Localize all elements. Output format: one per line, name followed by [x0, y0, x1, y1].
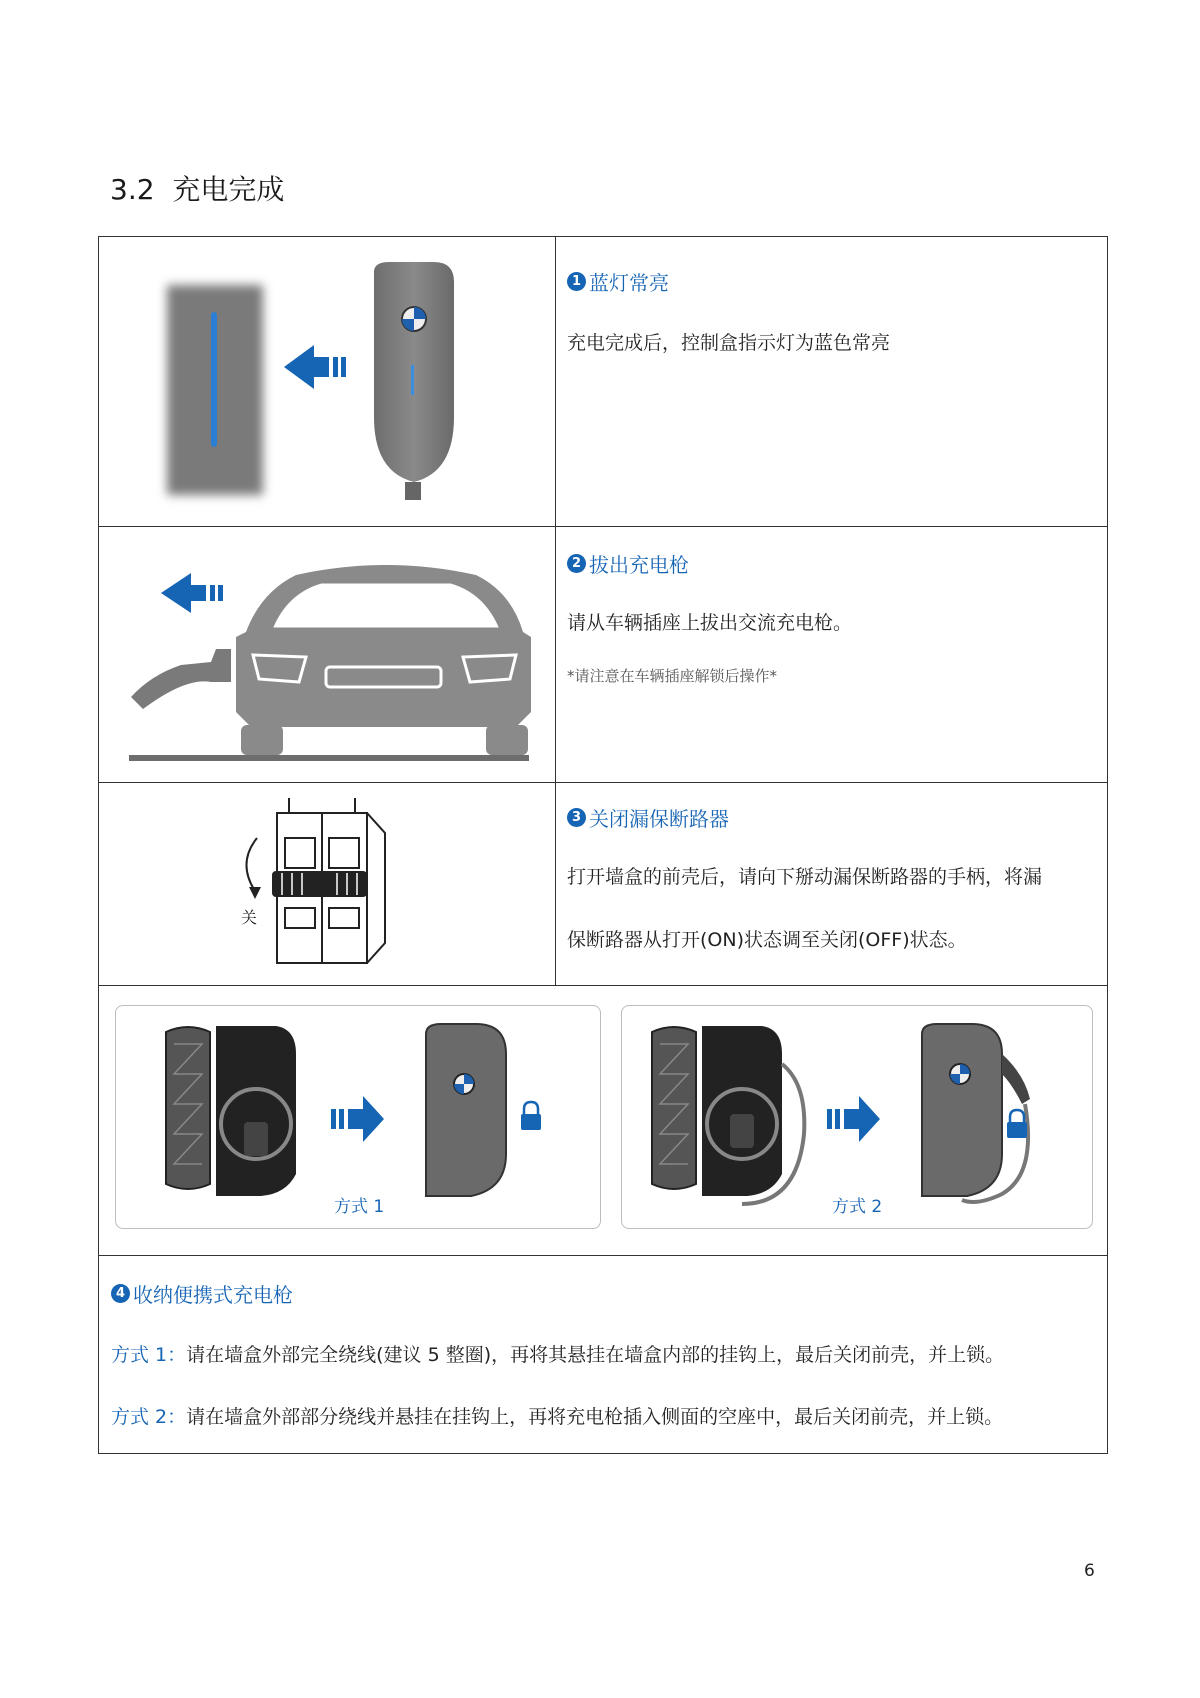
- step-4-title-label: 收纳便携式充电枪: [133, 1283, 293, 1307]
- wallbox-interior: [216, 1026, 296, 1196]
- step-4-title: [111, 1279, 293, 1308]
- step-2-title-label: 拔出充电枪: [589, 553, 689, 577]
- step-3-number: 3: [567, 808, 586, 827]
- method-2-description: [111, 1402, 1003, 1429]
- method-1-prefix: 方式 1：: [111, 1344, 187, 1366]
- arrow-right-icon: [827, 1096, 880, 1142]
- step-4-number: 4: [111, 1284, 130, 1303]
- step-3-title: [567, 803, 1099, 832]
- cable-icon: [405, 482, 421, 500]
- breaker-handle: [272, 871, 367, 897]
- lock-icon: [1007, 1110, 1027, 1138]
- wallbox-interior: [702, 1026, 782, 1196]
- method-2-label: 方式 2: [832, 1197, 883, 1217]
- page-number: 6: [1084, 1561, 1095, 1581]
- section-title: [110, 168, 284, 208]
- blue-led-strip-zoomed: [211, 312, 217, 447]
- step-3-title-label: 关闭漏保断路器: [589, 807, 729, 831]
- row-divider: [99, 1255, 1107, 1256]
- method-2-text: 请在墙盒外部部分绕线并悬挂在挂钩上，再将充电枪插入侧面的空座中，最后关闭前壳，并上锁。: [186, 1406, 1004, 1428]
- control-box-blue-light-illustration: [149, 257, 509, 522]
- row-divider: [99, 782, 1107, 783]
- rotate-down-arrow-icon: [246, 838, 257, 891]
- step-1-title-label: 蓝灯常亮: [589, 271, 669, 295]
- arrow-left-icon: [284, 345, 346, 389]
- method-1-text: 请在墙盒外部完全绕线(建议 5 整圈)，再将其悬挂在墙盒内部的挂钩上，最后关闭前壳，并上锁。: [186, 1344, 1005, 1366]
- step-3-text-line-2: 保断路器从打开(ON)状态调至关闭(OFF)状态。: [567, 929, 967, 951]
- car-windshield: [271, 582, 501, 629]
- method-1-description: [111, 1340, 1004, 1367]
- circuit-breaker-illustration: [227, 793, 417, 978]
- row-divider: [99, 985, 1107, 986]
- blue-led-strip: [411, 365, 414, 395]
- step-2-note: *请注意在车辆插座解锁后操作*: [567, 667, 778, 685]
- method-2-prefix: 方式 2：: [111, 1406, 187, 1428]
- side-gun: [1002, 1054, 1030, 1104]
- row-divider: [99, 526, 1107, 527]
- step-2-number: 2: [567, 554, 586, 573]
- charging-gun: [131, 649, 231, 709]
- method-2-panel: [621, 1005, 1093, 1229]
- arrow-right-icon: [331, 1096, 384, 1142]
- method-1-panel: [115, 1005, 601, 1229]
- switch-off-label: 关: [241, 908, 258, 927]
- step-2-text: 请从车辆插座上拔出交流充电枪。: [567, 612, 853, 634]
- closed-wallbox: [426, 1024, 506, 1196]
- unplug-charger-illustration: [121, 537, 541, 777]
- step-1-number: 1: [567, 272, 586, 291]
- step-2-title: [567, 549, 1099, 578]
- section-heading: 充电完成: [172, 173, 285, 206]
- instruction-table: [98, 236, 1108, 1454]
- arrow-left-icon: [161, 573, 223, 613]
- method-1-label: 方式 1: [334, 1197, 385, 1217]
- column-divider: [555, 237, 556, 985]
- step-1-text: 充电完成后，控制盒指示灯为蓝色常亮: [567, 332, 891, 354]
- lock-icon: [521, 1102, 541, 1130]
- section-number: 3.2: [110, 173, 155, 206]
- ground: [129, 755, 529, 761]
- step-1-title: [567, 267, 1099, 296]
- step-3-text-line-1: 打开墙盒的前壳后，请向下掰动漏保断路器的手柄，将漏: [567, 866, 1043, 888]
- closed-wallbox: [922, 1024, 1002, 1196]
